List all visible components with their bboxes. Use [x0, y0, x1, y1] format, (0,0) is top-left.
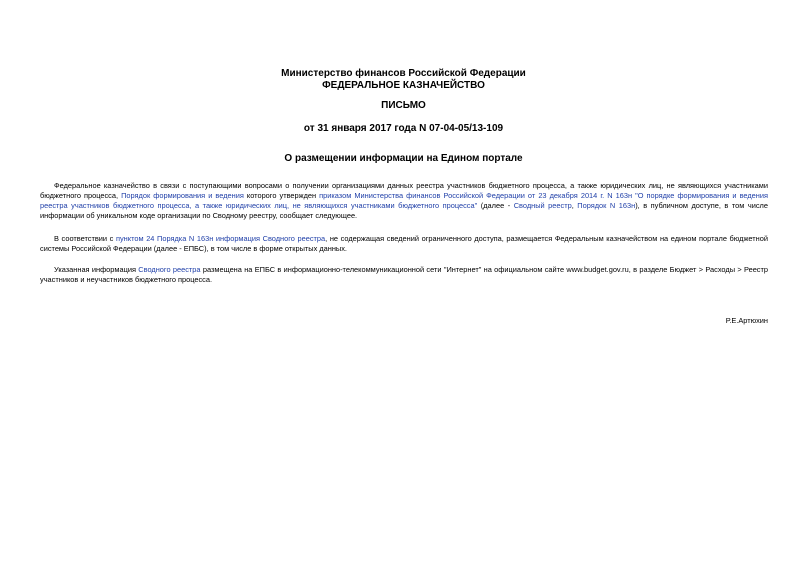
treasury-name: ФЕДЕРАЛЬНОЕ КАЗНАЧЕЙСТВО [322, 80, 485, 91]
document-subject: О размещении информации на Едином портале [284, 153, 523, 164]
paragraph-1-text-5: ), в публичном доступе, в том числе информации об уникальном коде организации по Сводному реестру, сообщает следующее. [40, 201, 768, 220]
paragraph-1-text-1: Федеральное казначейство в связи с поступающими вопросами о получении организациями данных реестра участников бюджетного процесса, а также юридических лиц, не являющихся участниками бюджетного процесса, [40, 181, 768, 200]
paragraph-1-text-2: которого утвержден [243, 191, 320, 200]
link-clause-24[interactable]: пунктом 24 Порядка N 163н информация Сводного реестра [115, 234, 326, 243]
paragraph-1-text-3: (далее - [477, 201, 514, 210]
ministry-name: Министерство финансов Российской Федерации [281, 68, 526, 79]
document-type: ПИСЬМО [381, 100, 426, 111]
link-order-163n[interactable]: приказом Министерства финансов Российской Федерации от 23 декабря 2014 г. N 163н "О порядке формирования и ведения реестра участников бюджетного процесса, а также юридических лиц, не являющихся участниками бюджетного процесса" [40, 191, 769, 210]
paragraph-1-text-4: , [571, 201, 578, 210]
link-procedure-163n[interactable]: Порядок N 163н [577, 201, 636, 210]
paragraph-3-text-2: размещена на ЕПБС в информационно-телекоммуникационной сети "Интернет" на официальном сайте www.budget.gov.ru, в разделе Бюджет > Расходы > Реестр участников и неучастников бюджетного процесса. [40, 265, 768, 284]
link-consolidated-register[interactable]: Сводный реестр [513, 201, 572, 210]
signature: Р.Е.Артюхин [725, 316, 768, 325]
paragraph-3-text-1: Указанная информация [54, 265, 139, 274]
paragraph-1 [40, 181, 768, 221]
link-procedure[interactable]: Порядок формирования и ведения [121, 191, 244, 200]
document-number: от 31 января 2017 года N 07-04-05/13-109 [303, 123, 504, 134]
paragraph-2-text-1: В соответствии с [54, 234, 116, 243]
paragraph-3 [40, 265, 768, 285]
paragraph-2-text-2: , не содержащая сведений ограниченного доступа, размещается Федеральным казначейством на едином портале бюджетной системы Российской Федерации (далее - ЕПБС), в том числе в форме открытых данных. [40, 234, 768, 253]
link-register[interactable]: Сводного реестра [138, 265, 201, 274]
paragraph-2 [40, 234, 768, 254]
